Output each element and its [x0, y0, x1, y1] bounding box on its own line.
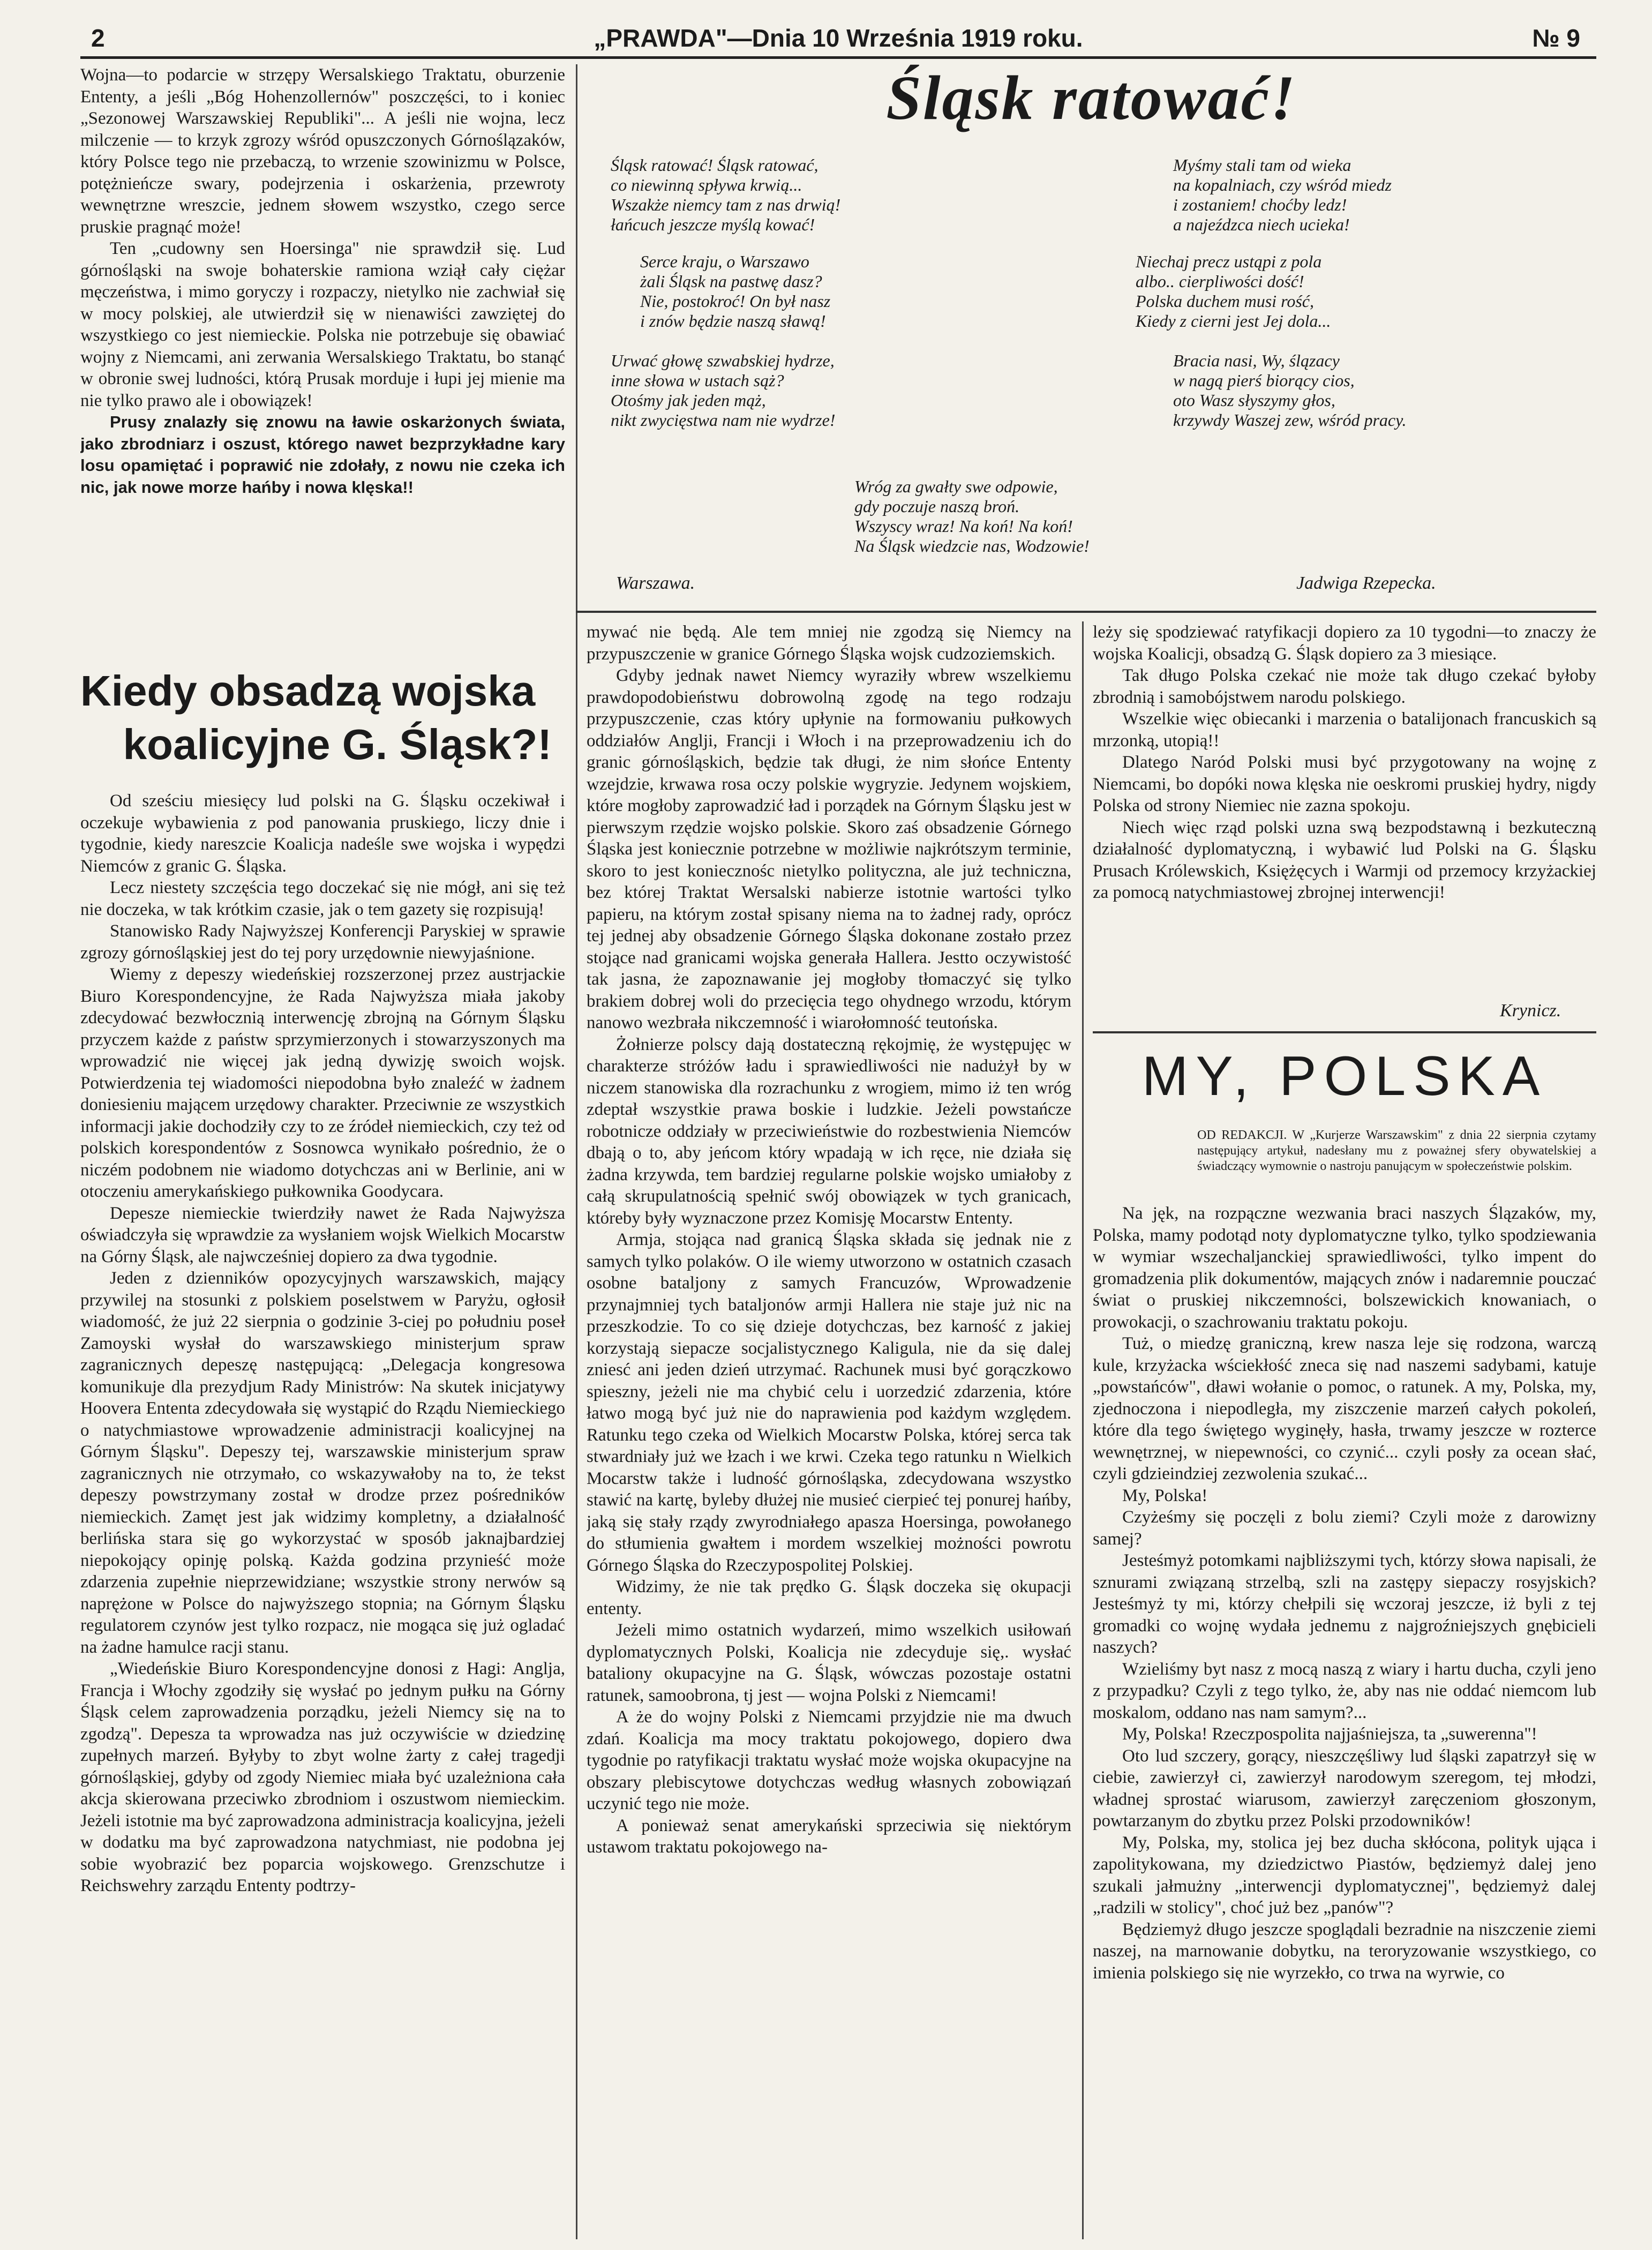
section-rule [576, 611, 1596, 613]
my-polska-body [1093, 1203, 1596, 2237]
col1-paragraph: „Wiedeńskie Biuro Korespondencyjne donosi z Hagi: Anglja, Francja i Włochy zgodziły się wysłać po jednym pułku na Górny Śląsk celem zaprowadzenia porządku, jeżeli Niemcy się na to zgodzą". Depesza ta wprowadza nas już oczywiście w dziedzinę zupełnych marzeń. Byłyby to zbyt wolne żarty z całej tragedji górnośląskiej, gdyby od zgody Niemiec miała być uzależniona cała akcja skierowana przeciwko zbrodniom i oszustwom niemieckim. Jeżeli istotnie ma być zaprowadzona administracja koalicyjna, jeżeli w dodatku ma być zaprowadzona natychmiast, nie podobna jej sobie wyobrazić bez poparcia wojskowego. Grenzschutze i Reichswehry zarządu Ententy podtrzy- [80, 1659, 565, 1895]
col2-paragraph: Jeżeli mimo ostatnich wydarzeń, mimo wszelkich usiłowań dyplomatycznych Polski, Koalicja nie zdecyduje się,. wysłać bataliony okupacyjne na G. Śląsk, wówczas pozostaje ostatni ratunek, samoobrona, tj jest — wojna Polski z Niemcami! [587, 1621, 1071, 1705]
col1-top-paragraph: Ten „cudowny sen Hoersinga" nie sprawdził się. Lud górnośląski na swoje bohaterskie ramiona wziął cały ciężar męczeństwa, i mimo goryczy i rozpaczy, nietylko nie zachwiał się w mocy polskiej, ale utwierdził się w nienawiści zawziętej do wszystkiego co jest niemieckie. Polska nie potrzebuje się obawiać wojny z Niemcami, ani zerwania Wersalskiego Traktatu, bo stanąć w obronie swej ludności, którą Prusak morduje i łupi jej mienie ma nie tylko prawo ale i obowiązek! [80, 239, 565, 410]
poem-stanza: Niechaj precz ustąpi z pola albo.. cierpliwości dość! Polska duchem musi rość, Kiedy z cierni jest Jej dola... [1136, 252, 1331, 331]
page-number: 2 [91, 24, 105, 52]
my-polska-intro: OD REDAKCJI. W „Kurjerze Warszawskim" z dnia 22 sierpnia czytamy następujący artykuł, nadesłany mu z poważnej sfery obywatelskiej a świadczący wymownie o nastroju panującym w społeczeństwie polskim. [1197, 1128, 1596, 1173]
issue-number: № 9 [1532, 24, 1580, 52]
col1-top-paragraph: Prusy znalazły się znowu na ławie oskarżonych świata, jako zbrodniarz i oszust, którego nawet bezprzykładne kary losu opamiętać i poprawić nie zdołały, z nowu nie czeka ich nic, jak nowe morze hańby i nowa klęska!! [80, 412, 565, 497]
my-polska-paragraph: Na jęk, na rozpączne wezwania braci naszych Ślązaków, my, Polska, mamy podotąd noty dyplomatyczne tylko, tylko spodziewania w wymiar wszechaljanckiej sprawiedliwości, tylko impent do gromadzenia plik dokumentów, mających znów i nadaremnie pouczać świat o pruskiej nikczemności, bolszewickich knowaniach, o prowokacji, o szachrowaniu traktatu pokoju. [1093, 1204, 1596, 1332]
poem-stanza: Myśmy stali tam od wieka na kopalniach, czy wśród miedz i zostaniem! choćby ledz! a najeźdzca niech ucieka! [1173, 155, 1392, 234]
column-1-bottom [80, 790, 565, 2237]
poem-stanza: Serce kraju, o Warszawo żali Śląsk na pastwę dasz? Nie, postokroć! On był nasz i znów będzie naszą sławą! [640, 252, 831, 331]
col1-paragraph: Wiemy z depeszy wiedeńskiej rozszerzonej przez austrjackie Biuro Korespondencyjne, że Rada Najwyższa miała jakoby zdecydować bezwłocznią interwencję zbrojną na Górnym Śląsku przyczem każde z państw sprzymierzonych i stowarzyszonych ma wprowadzić nie więcej jak jedną dywizję swoich wojsk. Potwierdzenia tej wiadomości niepodobna było znaleźć w żadnem doniesieniu mającem urzędowy charakter. Przeciwnie ze wszystkich informacji jakie dochodziły czy to ze źródeł niemieckich, czy też od polskich korespondentów z Sosnowca wynikało pośrednio, że o niczém podobnem nie wiadomo dotychczas ani w Berlinie, ani w otoczeniu amerykańskiego pułkownika Goodycara. [80, 965, 565, 1201]
column-2 [587, 621, 1071, 2237]
page-header [80, 21, 1596, 59]
col1-paragraph: Lecz niestety szczęścia tego doczekać się nie mógł, ani się też nie doczeka, w tak krótkim czasie, jak o tem gazety się rozpisują! [80, 878, 565, 919]
article-headline [80, 664, 565, 782]
my-polska-paragraph: Czyżeśmy się poczęli z bolu ziemi? Czyli może z darowizny samej? [1093, 1508, 1596, 1549]
my-polska-paragraph: Oto lud szczery, gorący, nieszczęśliwy lud śląski zapatrzył się w ciebie, zawierzył ci, zawierzył narodowym szeregom, tej młodzi, władnej sprostać wiarusom, zawierzył zaręczeniom głoszonym, powtarzanym do zbytku przez Polski przodowników! [1093, 1746, 1596, 1831]
col2-paragraph: A że do wojny Polski z Niemcami przyjdzie nie ma dwuch zdań. Koalicja ma mocy traktatu pokojowego, dopiero dwa tygodnie po ratyfikacji traktatu wysłać może wojska okupacyjne na obszary plebiscytowe dotychczas według własnych zobowiązań uczynić tego nie może. [587, 1707, 1071, 1813]
col3-paragraph: Wszelkie więc obiecanki i marzenia o batalijonach francuskich są mrzonką, utopią!! [1093, 709, 1596, 751]
col3-paragraph: Tak długo Polska czekać nie może tak długo czekać byłoby zbrodnią i samobójstwem narodu polskiego. [1093, 666, 1596, 707]
masthead-date: „PRAWDA"—Dnia 10 Września 1919 roku. [594, 24, 1083, 52]
my-polska-title: MY, POLSKA [1142, 1045, 1548, 1107]
col2-paragraph: Widzimy, że nie tak prędko G. Śląsk doczeka się okupacji ententy. [587, 1577, 1071, 1618]
col1-paragraph: Od sześciu miesięcy lud polski na G. Śląsku oczekiwał i oczekuje wybawienia z pod panowania pruskiego, liczy dnie i tygodnie, kiedy nareszcie Koalicja nadeśle swe wojska i wypędzi Niemców z granic G. Śląska. [80, 791, 565, 876]
poem-stanza: Śląsk ratować! Śląsk ratować, co niewinną spływa krwią... Wszakże niemcy tam z nas drwią! łańcuch jeszcze myślą kować! [611, 155, 841, 234]
section-rule [1093, 1031, 1596, 1033]
poem-stanza: Wróg za gwałty swe odpowie, gdy poczuje naszą broń. Wszyscy wraz! Na koń! Na koń! Na Śląsk wiedzcie nas, Wodzowie! [854, 477, 1090, 556]
my-polska-paragraph: My, Polska! [1122, 1486, 1208, 1505]
col1-paragraph: Depesze niemieckie twierdziły nawet że Rada Najwyższa oświadczyła się wprawdzie za wysłaniem wojsk Wielkich Mocarstw na Górny Śląsk, ale najwcześniej dopiero za dwa tygodnie. [80, 1203, 565, 1266]
poem-title: Śląsk ratować! [886, 63, 1297, 133]
col1-paragraph: Stanowisko Rady Najwyższej Konferencji Paryskiej w sprawie zgrozy górnośląskiej jest do tej pory urzędownie niewyjaśnione. [80, 921, 565, 963]
col1-paragraph: Jeden z dzienników opozycyjnych warszawskich, mający przywilej na stosunki z polskiem poselstwem w Paryżu, ogłosił wiadomość, że już 22 sierpnia o godzinie 3-ciej po południu poseł Zamoyski wysłał do warszawskiego ministerjum spraw zagranicznych depeszę następującą: „Delegacja kongresowa komunikuje dla prezydjum Rady Ministrów: Na skutek inicjatywy Hoovera Ententa zdecydowała się wystąpić do Rządu Niemieckiego o natychmiastowe wprowadzenie administracji koalicyjnej na Górnym Śląsku". Depeszy tej, warszawskie ministerjum spraw zagranicznych nie otrzymało, co wskazywałoby na to, że tekst depeszy powstrzymany został w drodze przez pośredników niemieckich. Zamęt jest jak widzimy kompletny, a działalność berlińska stara się go wykorzystać w sposób jaknajbardziej niepokojący opinję polską. Każda godzina przynieść może zdarzenia zupełnie nieprzewidziane; wszystkie strony nerwów są naprężone w Polsce do najwyższego stopnia; na Górnym Śląsku regulatorem czynów jest tylko rozpacz, nie mogąca się już ogladać na żadne hamulce racji stanu. [80, 1269, 565, 1657]
my-polska-paragraph: Będziemyż długo jeszcze spoglądali bezradnie na niszczenie ziemi naszej, na marnowanie dobytku, na teroryzowanie wszystkiego, co imienia polskiego się nie wyrzekło, co trwa na wyrwie, co [1093, 1919, 1596, 1983]
column-3-top [1093, 621, 1596, 996]
my-polska-paragraph: Tuż, o miedzę graniczną, krew nasza leje się rodzona, warczą kule, krzyżacka wściekłość zneca się nad naszemi sadybami, katuje „powstańców", dławi wołanie o pomoc, o ratunek. A my, Polska, my, zjednoczona i niepodległa, my ziszczenie marzeń całych pokoleń, które dla tego świętego wyginęły, hasła, trwamy jeszcze w rozterce wewnętrznej, w niepewności, co czynić... czyli posły za ocean słać, czyli gdzieindziej zezwolenia szukać... [1093, 1334, 1596, 1483]
my-polska-paragraph: Jesteśmyż potomkami najbliższymi tych, którzy słowa napisali, że sznurami związaną strzelbą, szli na zastępy siepaczy rosyjskich? Jesteśmyż ty mi, którzy chełpili się wczoraj jeszcze, iż byli z tej gromadki co wojnę wydała jednemu z najgroźniejszych gnębicieli naszych? [1093, 1551, 1596, 1657]
column-divider [576, 64, 577, 621]
column-divider [576, 621, 577, 2239]
col2-paragraph: Gdyby jednak nawet Niemcy wyraziły wbrew wszelkiemu prawdopodobieństwu dobrowolną zgodę na tego rodzaju przypuszczenie, czas który upłynie na formowaniu pułkowych oddziałów Anglji, Francji i Włoch i na przeprowadzeniu ich do granic górnośląskich, będzie tak długi, że nim słońce Ententy wzejdzie, krwawa rosa oczy polskie wygryzie. Jedynem wojskiem, które mogłoby zaprowadzić ład i porządek na Górnym Śląsku jest w pierwszym rzędzie wojsko polskie. Skoro zaś obsadzenie Górnego Śląska jest koniecznie potrzebne w możliwie najkrótszym terminie, skoro to jest koniecznośc nietylko polityczna, ale już techniczna, bez której Traktat Wersalski nabierze istotnie wartości tylko papieru, na którym został spisany niema na to żadnej rady, oprócz tej jednej aby obsadzenie Górnego Śląska dokonane zostało przez stojące nad granicami wojska generała Hallera. Jestto oczywistość tak jasna, że zapoznawanie jej mogłoby tłomaczyć się tylko brakiem dobrej woli do przecięcia tego ohydnego wrzodu, którym nanowo wezbrała nikczemność i wiarołomność teutońska. [587, 666, 1071, 1032]
my-polska-paragraph: Wzieliśmy byt nasz z mocą naszą z wiary i hartu ducha, czyli jeno z przypadku? Czyli z tego tylko, że, aby nas nie oddać niemcom lub moskalom, oddano nas nam samym?... [1093, 1659, 1596, 1722]
poem-author: Jadwiga Rzepecka. [1296, 573, 1436, 593]
column-1-top [80, 64, 565, 621]
col1-top-paragraph: Wojna—to podarcie w strzępy Wersalskiego Traktatu, oburzenie Ententy, a jeśli „Bóg Hohenzollernów" poszczęści, to i koniec „Sezonowej Warszawskiej Republiki"... A jeśli nie wojna, lecz milczenie — to krzyk zgrozy wśród opuszczonych Górnoślązaków, który Polsce tego nie przebaczą, to wrzenie szowinizmu w Polsce, potężnieńcze swary, podejrzenia i oskarżenia, przewroty wewnętrzne wreszcie, jednem słowem wszystko, czego serce pruskie pragnąć może! [80, 65, 565, 237]
poem-stanza: Bracia nasi, Wy, ślązacy w nagą pierś biorący cios, oto Wasz słyszymy głos, krzywdy Waszej zew, wśród pracy. [1173, 351, 1407, 430]
col2-paragraph: Armja, stojąca nad granicą Śląska składa się jednak nie z samych tylko polaków. O ile wiemy utworzono w ostatnich czasach osobne bataljony z samych Francuzów, Wprowadzenie przynajmniej tych bataljonów armji Hallera nie staje już nic na przeszkodzie. To co się dzieje dotychczas, bez karność z jakiej korzystają siepacze socjalistycznego Kaligula, nie da się dalej zniesć ani jeden dzień utrzymać. Rachunek musi być gorączkowo spieszny, jeżeli nie ma chybić celu i uorzedzić zdarzenia, które łatwo mogą być już nie do naprawienia pod każdym względem. Ratunku tego czeka od Wielkich Mocarstw Polska, której serca tak stwardniały już we łzach i we krwi. Czeka tego ratunku n Wielkich Mocarstw także i ludność górnośląska, zdecydowana wszystko stawić na kartę, byleby dłużej nie musieć cierpieć tej ponurej hańby, jaką się stały rządy zwyrodniałego apasza Hoersinga, powołanego do stłumienia gwałtem i mordem wszelkiej możności powrotu Górnego Śląska do Rzeczypospolitej Polskiej. [587, 1230, 1071, 1575]
column-divider [1082, 621, 1084, 2239]
poem-stanza: Urwać głowę szwabskiej hydrze, inne słowa w ustach sąż? Otośmy jak jeden mąż, nikt zwycięstwa nam nie wydrze! [611, 351, 836, 430]
col3-paragraph: leży się spodziewać ratyfikacji dopiero za 10 tygodni—to znaczy że wojska Koalicji, obsadzą G. Śląsk dopiero za 3 miesiące. [1093, 622, 1596, 664]
col2-paragraph: mywać nie będą. Ale tem mniej nie zgodzą się Niemcy na przypuszczenie w granice Górnego Śląska wojsk cudzoziemskich. [587, 622, 1071, 664]
col2-paragraph: A ponieważ senat amerykański sprzeciwia się niektórym ustawom traktatu pokojowego na- [587, 1816, 1071, 1857]
headline-line-2: koalicyjne G. Śląsk?! [123, 721, 552, 768]
col3-paragraph: Dlatego Naród Polski musi być przygotowany na wojnę z Niemcami, bo dopóki nowa klęska nie oeskromi pruskiej hydry, nigdy Polska od strony Niemiec nie zazna spokoju. [1093, 753, 1596, 815]
my-polska-paragraph: My, Polska! Rzeczpospolita najjaśniejsza, ta „suwerenna"! [1122, 1724, 1537, 1744]
my-polska-paragraph: My, Polska, my, stolica jej bez ducha skłócona, polityk ująca i zapolitykowana, my dziedzictwo Piastów, będziemyż dalej jeno szukali jałmużny „interwencji dyplomatycznej", będziemyż dalej „radzili w stolicy", choć już bez „panów"? [1093, 1833, 1596, 1917]
col3-signature: Krynicz. [1500, 1001, 1561, 1021]
poem-place: Warszawa. [616, 573, 695, 593]
col2-paragraph: Żołnierze polscy dają dostateczną rękojmię, że występujęc w charakterze stróżów ładu i sprawiedliwości nie nadużył by w niczem stanowiska dla rozrachunku z wrogiem, mimo iż ten wróg zdeptał wszystkie prawa boskie i ludzkie. Jeżeli powstańcze robotnicze oddziały w przeciwieństwie do rozbestwienia Niemców dbają o to, aby jeńcom który wpadają w ich ręce, nie działa się żadna krzywda, tem bardziej regularne polskie wojsko umiałoby z całą skrupulatnością spełnić swój obowiązek w tych granicach, któreby były wyznaczone przez Komisję Mocarstw Ententy. [587, 1034, 1071, 1228]
col3-paragraph: Niech więc rząd polski uzna swą bezpodstawną i bezkuteczną działalność dyplomatyczną, i wybawić lud Polski na G. Śląsku Prusach Królewskich, Księżęcych i Warmji od przemocy krzyżackiej za pomocą natychmiastowej zbrojnej interwencji! [1093, 818, 1596, 902]
headline-line-1: Kiedy obsadzą wojska [80, 667, 536, 715]
